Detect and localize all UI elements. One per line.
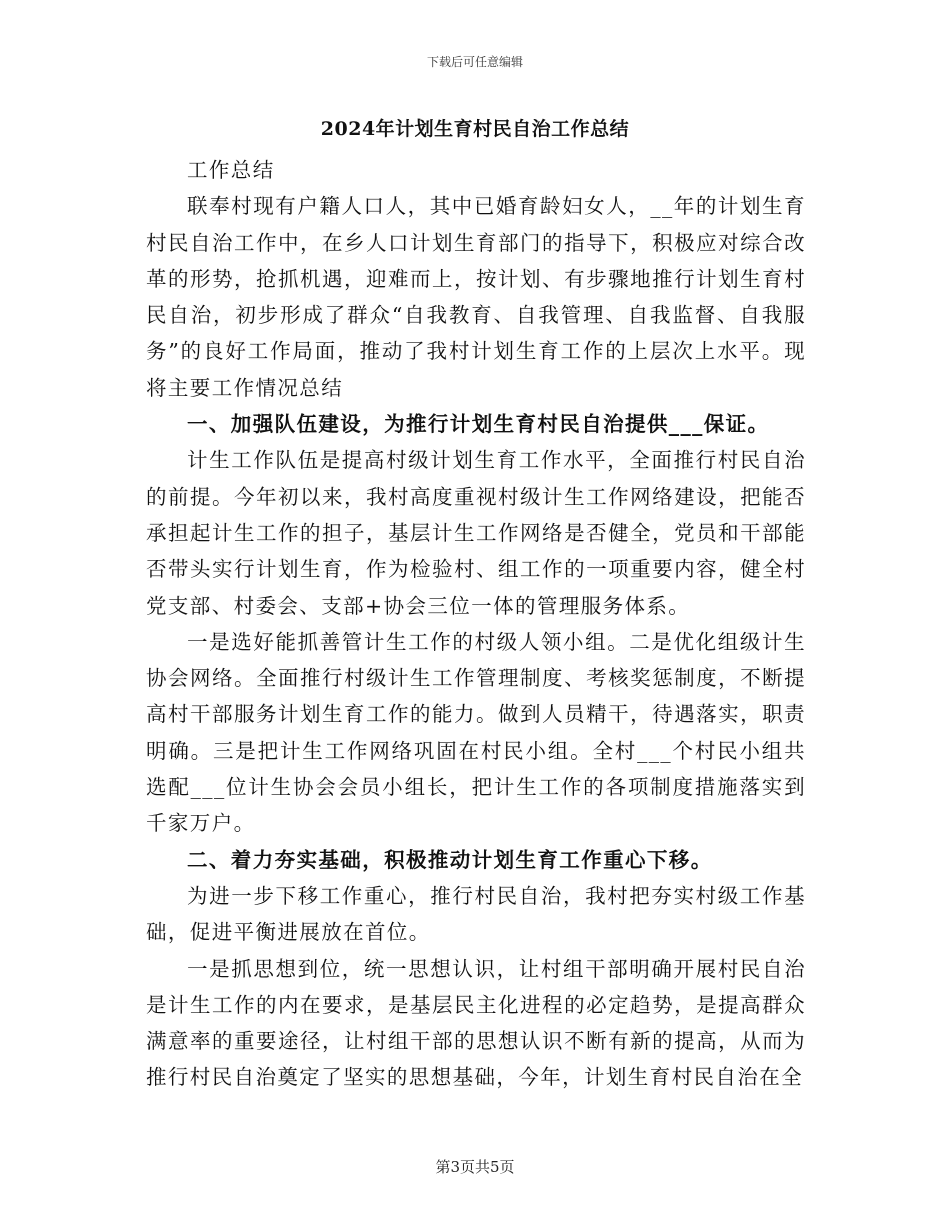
paragraph-section-label: 工作总结 <box>187 158 275 182</box>
paragraph-team-measures: 一是选好能抓善管计生工作的村级人领小组。二是优化组级计生协会网络。全面推行村级计生工作管理制度、考核奖惩制度，不断提高村干部服务计划生育工作的能力。做到人员精干，待遇落实，职责明确。三是把计生工作网络巩固在村民小组。全村___个村民小组共选配___位计生协会会员小组长，把计生工作的各项制度措施落实到千家万户。 <box>146 629 806 836</box>
paragraph-intro: 联奉村现有户籍人口人，其中已婚育龄妇女人，__年的计划生育村民自治工作中，在乡人口计划生育部门的指导下，积极应对综合改革的形势，抢抓机遇，迎难而上，按计划、有步骤地推行计划生育村民自治，初步形成了群众“自我教育、自我管理、自我监督、自我服务”的良好工作局面，推动了我村计划生育工作的上层次上水平。现将主要工作情况总结 <box>146 194 806 400</box>
paragraph-thinking: 一是抓思想到位，统一思想认识，让村组干部明确开展村民自治是计生工作的内在要求，是基层民主化进程的必定趋势，是提高群众满意率的重要途径，让村组干部的思想认识不断有新的提高，从而为推行村民自治奠定了坚实的思想基础，今年，计划生育村民自治在全 <box>146 956 806 1090</box>
section-heading-1: 一、加强队伍建设，为推行计划生育村民自治提供___保证。 <box>187 412 770 437</box>
document-title: 2024年计划生育村民自治工作总结 <box>320 118 630 140</box>
page-number: 第3页共5页 <box>435 1158 515 1176</box>
section-heading-2: 二、着力夯实基础，积极推动计划生育工作重心下移。 <box>187 847 713 872</box>
document-body <box>146 152 806 1096</box>
paragraph-team-building: 计生工作队伍是提高村级计划生育工作水平，全面推行村民自治的前提。今年初以来，我村高度重视村级计生工作网络建设，把能否承担起计生工作的担子，基层计生工作网络是否健全，党员和干部能否带头实行计划生育，作为检验村、组工作的一项重要内容，健全村党支部、村委会、支部+协会三位一体的管理服务体系。 <box>146 448 806 618</box>
paragraph-foundation: 为进一步下移工作重心，推行村民自治，我村把夯实村级工作基础，促进平衡进展放在首位。 <box>146 883 806 945</box>
header-note: 下载后可任意编辑 <box>426 55 523 69</box>
